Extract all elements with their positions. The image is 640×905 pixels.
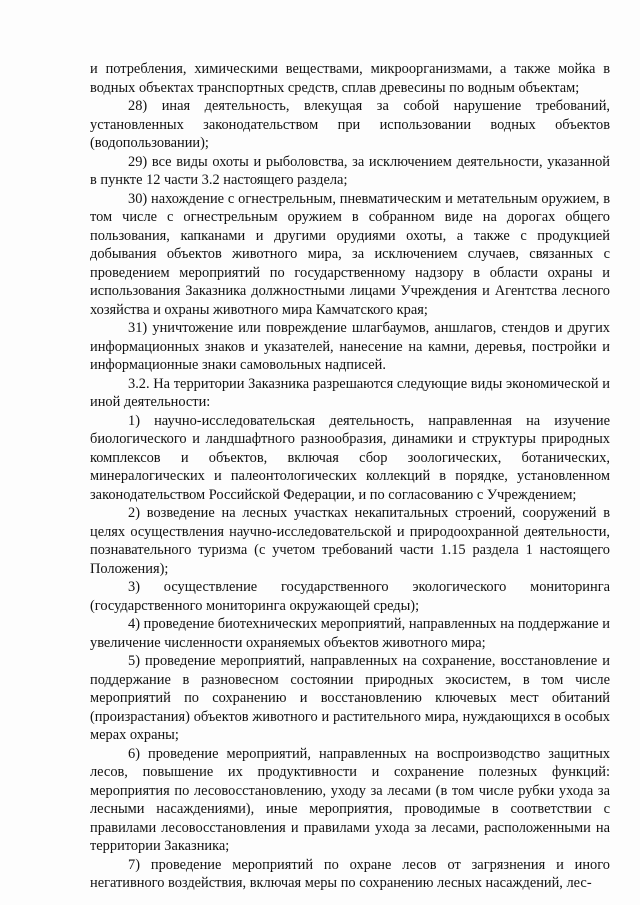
paragraph-item-7: 7) проведение мероприятий по охране лесов от загрязнения и иного негативного воздействия, включая меры по сохранению лесных насаждений, лес- xyxy=(90,856,610,891)
paragraph-continuation: и потребления, химическими веществами, микроорганизмами, а также мойка в водных объектах транспортных средств, сплав древесины по водным объектам; xyxy=(90,61,610,96)
paragraph-item-6: 6) проведение мероприятий, направленных на воспроизводство защитных лесов, повышение их продуктивности и сохранение полезных функций: мероприятия по лесовосстановлению, уходу за лесами (в том числе рубки ухода за лесными насаждениями), иные мероприятия, проводимые в соответствии с правилами лесовосстановления и правилами ухода за лесами, расположенными на территории Заказника; xyxy=(90,745,610,854)
paragraph-item-4: 4) проведение биотехнических мероприятий, направленных на поддержание и увеличение численности охраняемых объектов животного мира; xyxy=(90,616,610,651)
paragraph-section-3-2: 3.2. На территории Заказника разрешаются следующие виды экономической и иной деятельности: xyxy=(90,375,610,410)
paragraph-item-1: 1) научно-исследовательская деятельность, направленная на изучение биологического и ландшафтного разнообразия, динамики и структуры природных комплексов и объектов, включая сбор зоологических, ботанических, минералогических и палеонтологических коллекций в порядке, установленном законодательством Российской Федерации, и по согласованию с Учреждением; xyxy=(90,412,610,503)
paragraph-item-5: 5) проведение мероприятий, направленных на сохранение, восстановление и поддержание в разновесном состоянии природных экосистем, в том числе мероприятий по сохранению и восстановлению ключевых мест обитаний (произрастания) объектов животного и растительного мира, нуждающихся в особых мерах охраны; xyxy=(90,653,610,743)
paragraph-item-2: 2) возведение на лесных участках некапитальных строений, сооружений в целях осуществления научно-исследовательской и природоохранной деятельности, познавательного туризма (с учетом требований части 1.15 раздела 1 настоящего Положения); xyxy=(90,505,610,577)
paragraph-item-30: 30) нахождение с огнестрельным, пневматическим и метательным оружием, в том числе с огнестрельным оружием в собранном виде на дорогах общего пользования, капканами и другими орудиями охоты, а также с продукцией добывания объектов животного мира, за исключением случаев, связанных с проведением мероприятий по государственному надзору в области охраны и использования Заказника должностными лицами Учреждения и Агентства лесного хозяйства и охраны животного мира Камчатского края; xyxy=(90,190,610,318)
paragraph-item-3: 3) осуществление государственного экологического мониторинга (государственного мониторинга окружающей среды); xyxy=(90,579,610,614)
paragraph-item-29: 29) все виды охоты и рыболовства, за исключением деятельности, указанной в пункте 12 части 3.2 настоящего раздела; xyxy=(90,153,610,188)
paragraph-item-31: 31) уничтожение или повреждение шлагбаумов, аншлагов, стендов и других информационных знаков и указателей, нанесение на камни, деревья, постройки и информационные знаки самовольных надписей. xyxy=(90,320,610,373)
paragraph-item-28: 28) иная деятельность, влекущая за собой нарушение требований, установленных законодательством при использовании водных объектов (водопользовании); xyxy=(90,98,610,151)
document-body xyxy=(90,60,610,893)
